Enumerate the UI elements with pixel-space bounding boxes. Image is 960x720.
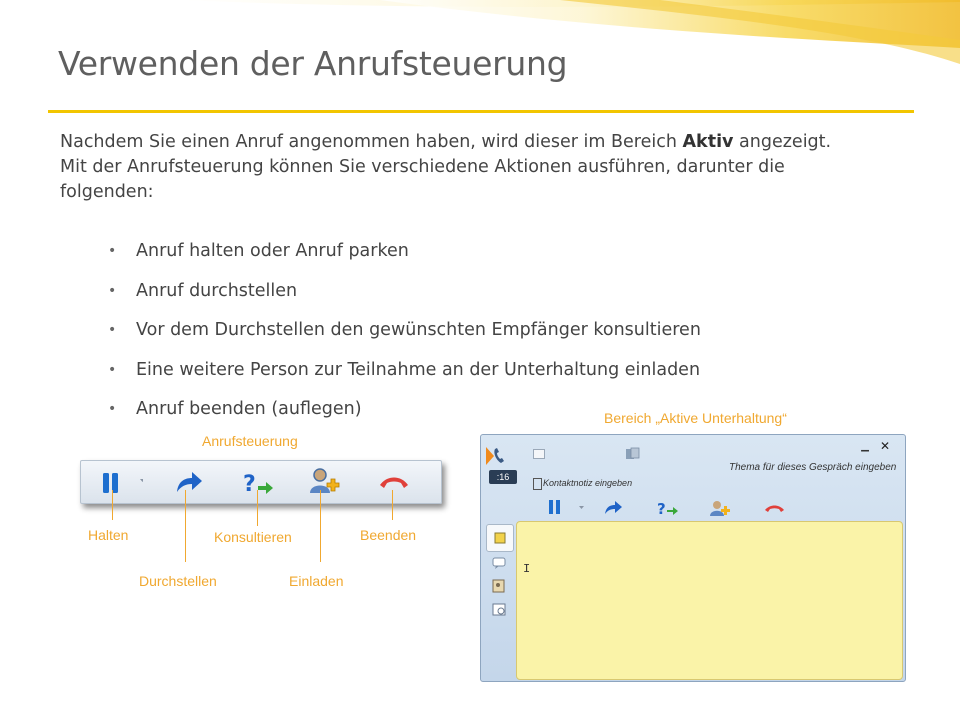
consult-button[interactable] (241, 461, 281, 503)
side-tabs (486, 521, 514, 678)
bullet-icon: • (108, 401, 117, 417)
transfer-arrow-icon (171, 461, 207, 503)
window-checkbox[interactable] (533, 449, 545, 459)
transfer-leader (185, 490, 186, 562)
phone-icon (484, 443, 510, 469)
subject-field[interactable]: Thema für dieses Gespräch eingeben (729, 462, 897, 473)
end-call-button[interactable] (375, 461, 415, 503)
note-icon (487, 525, 513, 551)
title-rule (48, 110, 914, 113)
list-item-text: Anruf durchstellen (136, 280, 298, 301)
list-item (108, 355, 701, 395)
contact-note-field[interactable]: Kontaktnotiz eingeben (543, 478, 633, 488)
end-label: Beenden (360, 527, 417, 543)
intro-text-after: angezeigt. Mit der Anrufsteuerung können Sie verschiedene Aktionen ausführen, darunter die folgenden: (60, 132, 832, 202)
list-item-text: Anruf beenden (auflegen) (136, 399, 362, 419)
list-item (108, 315, 701, 355)
tab-notes[interactable] (486, 524, 514, 552)
conversation-caption: Bereich „Aktive Unterhaltung“ (604, 410, 787, 426)
svg-text:?: ? (657, 500, 666, 518)
consult-label: Konsultieren (214, 529, 292, 545)
list-item-text: Anruf halten oder Anruf parken (136, 241, 409, 261)
bullet-icon: • (108, 282, 117, 299)
contacts-icon[interactable] (491, 578, 507, 594)
chat-icon[interactable] (491, 555, 507, 571)
hangup-icon (375, 461, 415, 503)
call-control-toolbar (80, 460, 442, 504)
close-button[interactable]: ✕ (879, 439, 891, 453)
consult-icon (241, 461, 281, 503)
list-item (108, 236, 701, 276)
consult-leader (257, 490, 258, 526)
mini-call-toolbar (547, 497, 797, 519)
call-timer: :16 (489, 470, 517, 484)
end-leader (392, 490, 393, 520)
bullet-icon: • (108, 243, 117, 259)
conversation-icon (625, 447, 641, 461)
hold-label: Halten (88, 527, 129, 543)
conversation-window (480, 434, 906, 682)
transfer-label: Durchstellen (139, 573, 217, 589)
notes-area[interactable] (516, 521, 903, 680)
pause-icon (99, 461, 143, 503)
page-title: Verwenden der Anrufsteuerung (58, 44, 568, 83)
calendar-icon[interactable] (491, 601, 507, 617)
intro-bold-term: Aktiv (682, 132, 734, 152)
feature-list (108, 236, 701, 434)
list-item-text: Eine weitere Person zur Teilnahme an der Unterhaltung einladen (136, 359, 701, 380)
bullet-icon: • (108, 361, 117, 378)
transfer-button[interactable] (171, 461, 207, 503)
intro-text-before: Nachdem Sie einen Anruf angenommen haben, wird dieser im Bereich (60, 132, 683, 152)
text-cursor: I (523, 562, 531, 576)
invite-button[interactable] (307, 461, 347, 503)
invite-leader (320, 490, 321, 562)
hold-button[interactable] (99, 461, 143, 503)
bullet-icon: • (108, 322, 117, 338)
svg-text:?: ? (243, 472, 256, 497)
list-item (108, 276, 701, 316)
invite-person-icon (307, 461, 347, 503)
toolbar-caption: Anrufsteuerung (202, 433, 298, 449)
list-item-text: Vor dem Durchstellen den gewünschten Empfänger konsultieren (136, 320, 701, 340)
minimize-button[interactable]: ▁ (861, 441, 869, 452)
hold-leader (112, 490, 113, 520)
invite-label: Einladen (289, 573, 344, 589)
note-icon (533, 478, 542, 490)
intro-paragraph (60, 130, 860, 205)
